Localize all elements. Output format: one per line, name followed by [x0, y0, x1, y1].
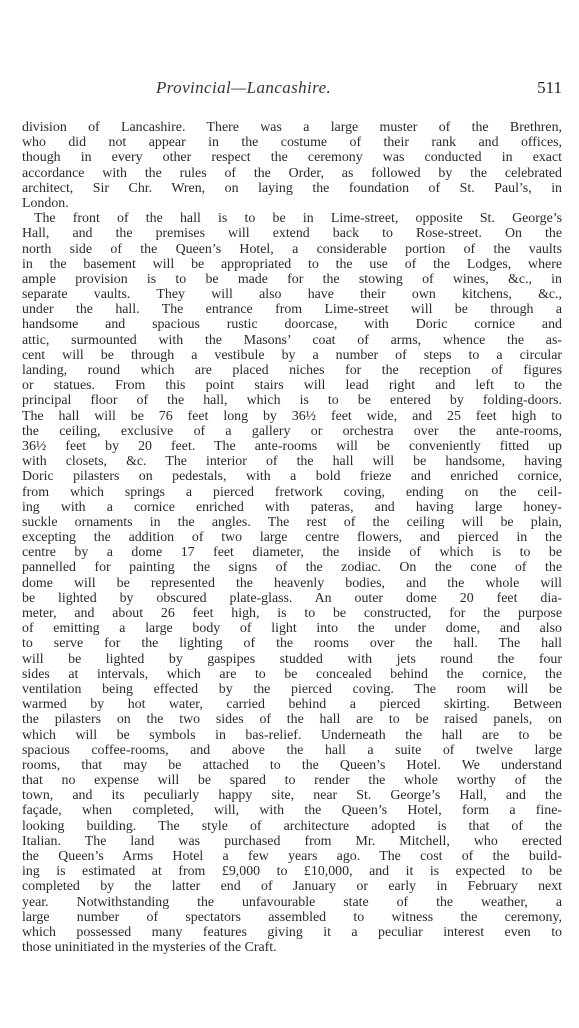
text-line: with closets, &c. The interior of the hall will be handsome, having — [22, 454, 562, 470]
text-line: completed by the latter end of January or early in February next — [22, 879, 562, 895]
text-line: year. Notwithstanding the unfavourable state of the weather, a — [22, 894, 562, 910]
text-line: to serve for the lighting of the rooms over the hall. The hall — [22, 636, 562, 652]
text-line: which will be symbols in bas-relief. Underneath the hall are to be — [22, 727, 562, 743]
text-line: cent will be through a vestibule by a number of steps to a circular — [22, 347, 562, 363]
text-line: attic, surmounted with the Masons’ coat of arms, whence the as- — [22, 332, 562, 348]
text-line: the ceiling, exclusive of a gallery or orchestra over the ante-rooms, — [22, 423, 562, 439]
text-line: those uninitiated in the mysteries of the Craft. — [22, 940, 277, 956]
text-line: façade, when completed, will, with the Queen’s Hotel, form a fine- — [22, 803, 562, 819]
text-line: large number of spectators assembled to witness the ceremony, — [22, 909, 562, 925]
body-text — [22, 120, 562, 955]
text-line: will be lighted by gaspipes studded with jets round the four — [22, 651, 562, 667]
text-line: spacious coffee-rooms, and above the hall a suite of twelve large — [22, 742, 562, 758]
running-head — [22, 78, 562, 102]
text-line: which possessed many features giving it a peculiar interest even to — [22, 924, 562, 940]
text-line: the Queen’s Arms Hotel a few years ago. The cost of the build- — [22, 849, 562, 864]
text-line: The front of the hall is to be in Lime-street, opposite St. George’s — [34, 211, 562, 227]
text-line: in the basement will be appropriated to the use of the Lodges, where — [22, 256, 562, 272]
text-line: separate vaults. They will also have their own kitchens, &c., — [22, 287, 562, 303]
text-line: north side of the Queen’s Hotel, a considerable portion of the vaults — [22, 241, 562, 257]
text-line: of emitting a large body of light into the under dome, and also — [22, 621, 562, 637]
text-line: warmed by hot water, carried behind a pierced skirting. Between — [22, 697, 562, 713]
text-line: or statues. From this point stairs will lead right and left to the — [22, 378, 562, 394]
text-line: that no expense will be spared to render the whole worthy of the — [22, 773, 562, 789]
text-line: division of Lancashire. There was a large muster of the Brethren, — [22, 120, 562, 135]
paragraph — [22, 120, 562, 211]
text-line: architect, Sir Chr. Wren, on laying the foundation of St. Paul’s, in — [22, 180, 562, 196]
text-line: who did not appear in the costume of their rank and offices, — [22, 135, 562, 151]
running-title: Provincial—Lancashire. — [156, 78, 332, 97]
paragraph — [22, 211, 562, 955]
text-line: suckle ornaments in the angles. The rest of the ceiling will be plain, — [22, 514, 562, 530]
text-line: excepting the addition of two large centre flowers, and pierced in the — [22, 530, 562, 546]
text-line: accordance with the rules of the Order, as followed by the celebrated — [22, 165, 562, 181]
text-line: from which springs a pierced fretwork coving, ending on the ceil- — [22, 484, 562, 500]
text-line: ing with a cornice enriched with pateras, and having large honey- — [22, 499, 562, 515]
text-line: The hall will be 76 feet long by 36½ feet wide, and 25 feet high to — [22, 408, 562, 424]
text-line: Doric pilasters on pedestals, with a bold frieze and enriched cornice, — [22, 469, 562, 485]
text-line: rooms, that may be attached to the Queen’s Hotel. We understand — [22, 757, 562, 773]
text-line: meter, and about 26 feet high, is to be constructed, for the purpose — [22, 606, 562, 621]
text-line: looking building. The style of architecture adopted is that of the — [22, 818, 562, 834]
text-line: handsome and spacious rustic doorcase, with Doric cornice and — [22, 317, 562, 333]
text-line: London. — [22, 195, 69, 211]
text-line: landing, round which are placed niches for the reception of figures — [22, 363, 562, 378]
text-line: 36½ feet by 20 feet. The ante-rooms will be conveniently fitted up — [22, 438, 562, 454]
text-line: be lighted by obscured plate-glass. An outer dome 20 feet dia- — [22, 590, 562, 606]
text-line: the pilasters on the two sides of the hall are to be raised panels, on — [22, 712, 562, 728]
text-line: ing is estimated at from £9,000 to £10,000, and it is expected to be — [22, 864, 562, 880]
text-line: Italian. The land was purchased from Mr. Mitchell, who erected — [22, 833, 562, 849]
text-line: ample provision is to be made for the stowing of wines, &c., in — [22, 271, 562, 287]
text-line: under the hall. The entrance from Lime-street will be through a — [22, 302, 562, 318]
page-number: 511 — [537, 78, 562, 97]
text-line: centre by a dome 17 feet diameter, the inside of which is to be — [22, 545, 562, 561]
text-line: sides at intervals, which are to be concealed behind the cornice, the — [22, 666, 562, 682]
text-line: Hall, and the premises will extend back to Rose-street. On the — [22, 226, 562, 242]
text-line: though in every other respect the ceremony was conducted in exact — [22, 150, 562, 166]
text-line: pannelled for painting the signs of the zodiac. On the cone of the — [22, 560, 562, 576]
text-line: principal floor of the hall, which is to be entered by folding-doors. — [22, 393, 562, 409]
text-line: ventilation being effected by the pierced coving. The room will be — [22, 681, 562, 697]
text-line: town, and its peculiarly happy site, near St. George’s Hall, and the — [22, 788, 562, 804]
text-line: dome will be represented the heavenly bodies, and the whole will — [22, 575, 562, 591]
